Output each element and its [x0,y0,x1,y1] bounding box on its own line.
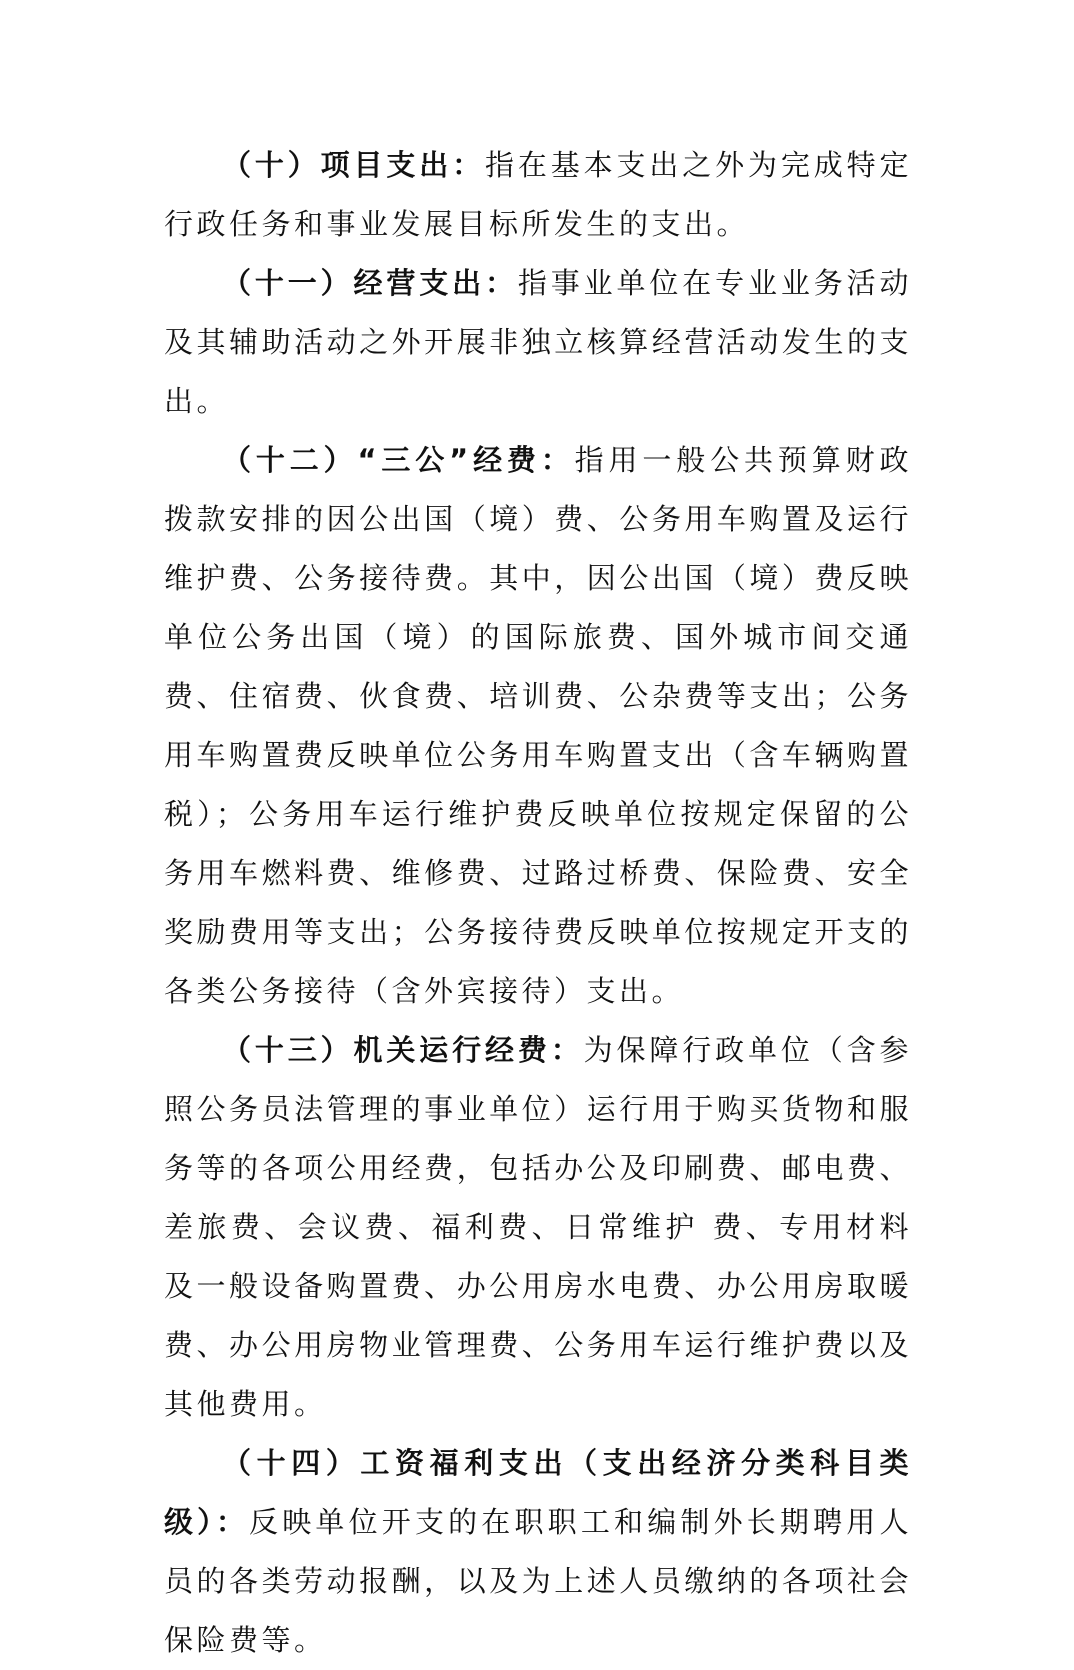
paragraph-project-expenditure [164,136,912,254]
document-body [164,136,912,1670]
paragraph-body: 反映单位开支的在职职工和编制外长期聘用人员的各类劳动报酬，以及为上述人员缴纳的各项社会保险费等。 [164,1505,912,1657]
paragraph-body: 指事业单位在专业业务活动及其辅助活动之外开展非独立核算经营活动发生的支出。 [164,266,912,418]
paragraph-body: 为保障行政单位（含参照公务员法管理的事业单位）运行用于购买货物和服务等的各项公用经费，包括办公及印刷费、邮电费、差旅费、会议费、福利费、日常维护 费、专用材料及一般设备购置费、办公用房水电费、办公用房取暖费、办公用房物业管理费、公务用车运行维护费以及其他费用。 [164,1033,912,1421]
paragraph-heading: （十四）工资福利支出（支出经济分类科目类级）： [164,1446,912,1539]
paragraph-agency-operating-funds [164,1021,912,1434]
paragraph-three-public-expenses [164,431,912,1021]
paragraph-operating-expenditure [164,254,912,431]
paragraph-heading: （十）项目支出： [222,148,485,182]
paragraph-body: 指用一般公共预算财政拨款安排的因公出国（境）费、公务用车购置及运行维护费、公务接待费。其中，因公出国（境）费反映单位公务出国（境）的国际旅费、国外城市间交通费、住宿费、伙食费、培训费、公杂费等支出；公务用车购置费反映单位公务用车购置支出（含车辆购置税）；公务用车运行维护费反映单位按规定保留的公务用车燃料费、维修费、过路过桥费、保险费、安全奖励费用等支出；公务接待费反映单位按规定开支的各类公务接待（含外宾接待）支出。 [164,443,912,1008]
paragraph-heading: （十二）“三公”经费： [222,443,575,477]
paragraph-heading: （十一）经营支出： [222,266,518,300]
paragraph-wages-welfare [164,1434,912,1670]
paragraph-body: 指在基本支出之外为完成特定行政任务和事业发展目标所发生的支出。 [164,148,912,241]
paragraph-heading: （十三）机关运行经费： [222,1033,584,1067]
